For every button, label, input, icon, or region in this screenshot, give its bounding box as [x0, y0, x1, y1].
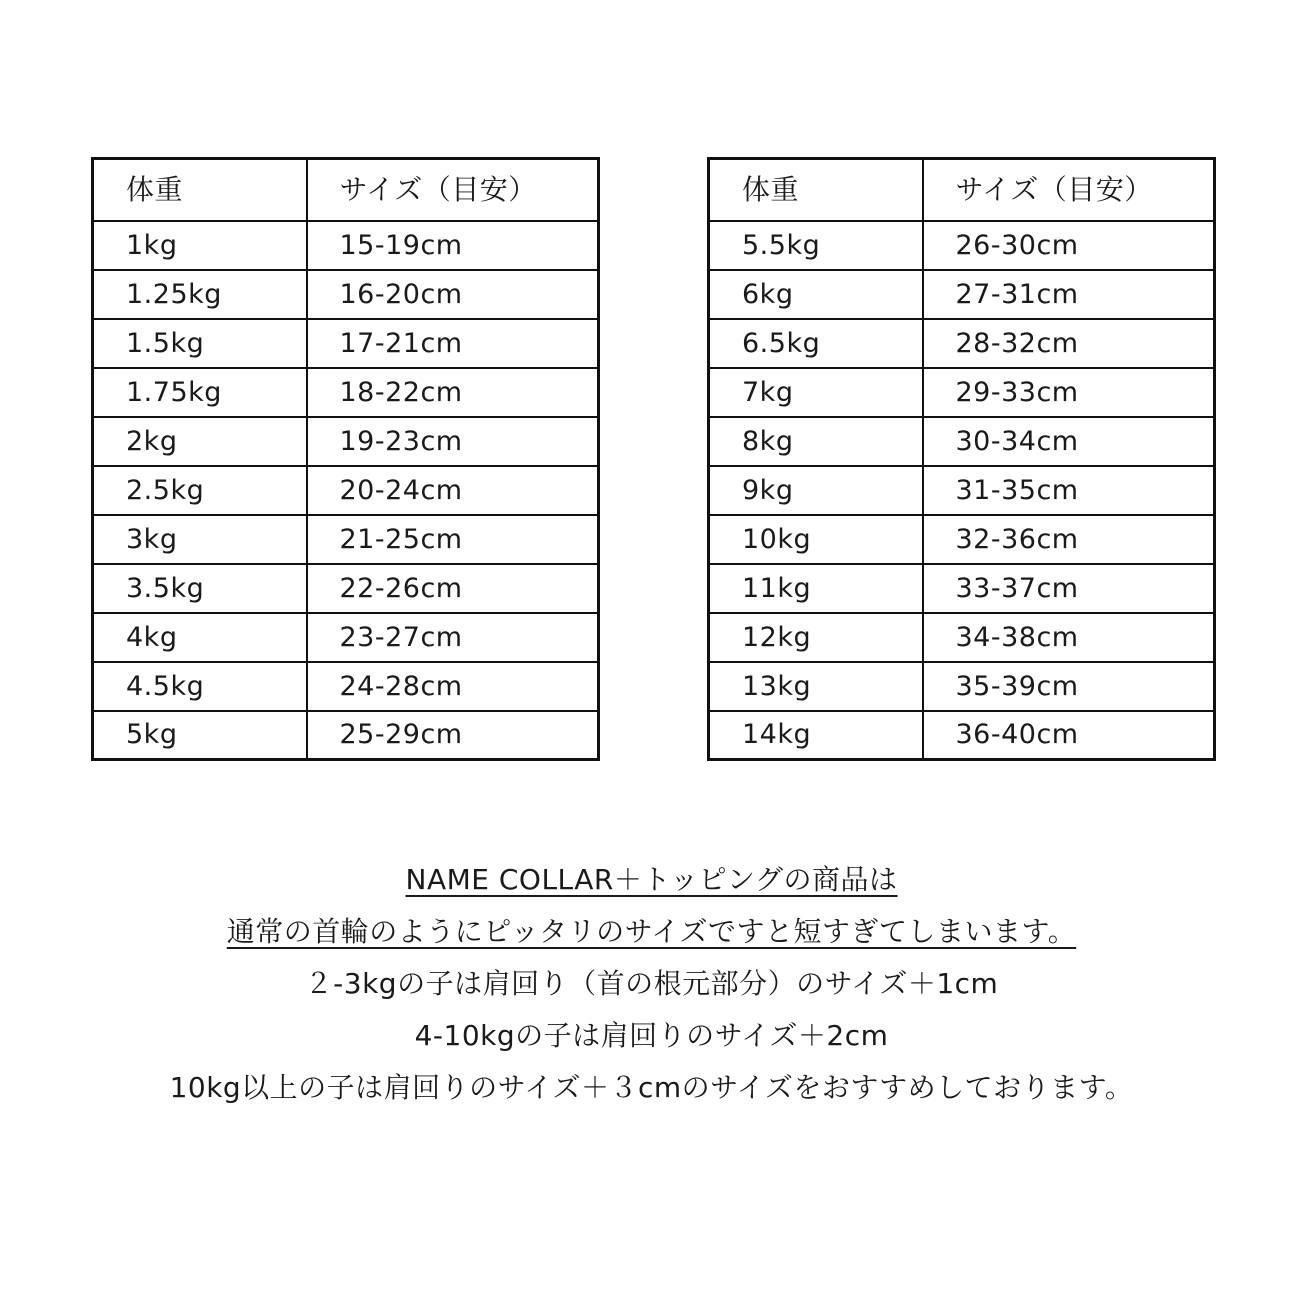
- size-cell: 21-25cm: [307, 515, 599, 564]
- table-row: [93, 662, 599, 711]
- weight-cell: 14kg: [709, 711, 923, 760]
- table-header-row: [709, 159, 1215, 221]
- table-row: [709, 515, 1215, 564]
- size-cell: 23-27cm: [307, 613, 599, 662]
- note-text: 4-10kgの子は肩回りのサイズ＋2cm: [414, 1019, 889, 1052]
- size-cell: 36-40cm: [923, 711, 1215, 760]
- size-cell: 16-20cm: [307, 270, 599, 319]
- weight-cell: 10kg: [709, 515, 923, 564]
- weight-cell: 1kg: [93, 221, 307, 270]
- weight-cell: 4.5kg: [93, 662, 307, 711]
- table-row: [93, 319, 599, 368]
- weight-cell: 5.5kg: [709, 221, 923, 270]
- table-row: [93, 515, 599, 564]
- size-cell: 32-36cm: [923, 515, 1215, 564]
- note-line-2: [0, 906, 1303, 958]
- table-row: [709, 711, 1215, 760]
- weight-cell: 9kg: [709, 466, 923, 515]
- table-row: [709, 466, 1215, 515]
- table-row: [93, 417, 599, 466]
- table-row: [93, 221, 599, 270]
- size-cell: 28-32cm: [923, 319, 1215, 368]
- header-size: サイズ（目安）: [307, 159, 599, 221]
- size-cell: 17-21cm: [307, 319, 599, 368]
- size-table-right-body: [709, 159, 1215, 760]
- weight-cell: 11kg: [709, 564, 923, 613]
- size-table-left: [91, 157, 600, 761]
- size-cell: 27-31cm: [923, 270, 1215, 319]
- note-line-5: [0, 1062, 1303, 1114]
- weight-cell: 6.5kg: [709, 319, 923, 368]
- table-row: [709, 564, 1215, 613]
- weight-cell: 1.25kg: [93, 270, 307, 319]
- weight-cell: 5kg: [93, 711, 307, 760]
- size-cell: 24-28cm: [307, 662, 599, 711]
- size-cell: 15-19cm: [307, 221, 599, 270]
- weight-cell: 2kg: [93, 417, 307, 466]
- table-row: [709, 417, 1215, 466]
- header-size: サイズ（目安）: [923, 159, 1215, 221]
- weight-cell: 13kg: [709, 662, 923, 711]
- size-cell: 29-33cm: [923, 368, 1215, 417]
- table-row: [709, 221, 1215, 270]
- weight-cell: 1.5kg: [93, 319, 307, 368]
- weight-cell: 3kg: [93, 515, 307, 564]
- note-text: NAME COLLAR＋トッピングの商品は: [405, 863, 898, 896]
- size-cell: 25-29cm: [307, 711, 599, 760]
- table-row: [93, 711, 599, 760]
- table-row: [709, 368, 1215, 417]
- size-table-left-body: [93, 159, 599, 760]
- table-row: [93, 466, 599, 515]
- weight-cell: 8kg: [709, 417, 923, 466]
- size-cell: 18-22cm: [307, 368, 599, 417]
- note-text: ２-3kgの子は肩回り（首の根元部分）のサイズ＋1cm: [304, 967, 999, 1000]
- size-cell: 26-30cm: [923, 221, 1215, 270]
- weight-cell: 12kg: [709, 613, 923, 662]
- note-text: 通常の首輪のようにピッタリのサイズですと短すぎてしまいます。: [226, 915, 1077, 948]
- sizing-notes: [0, 854, 1303, 1114]
- header-weight: 体重: [93, 159, 307, 221]
- weight-cell: 4kg: [93, 613, 307, 662]
- note-line-3: [0, 958, 1303, 1010]
- table-header-row: [93, 159, 599, 221]
- weight-cell: 7kg: [709, 368, 923, 417]
- note-line-1: [0, 854, 1303, 906]
- size-cell: 22-26cm: [307, 564, 599, 613]
- size-cell: 34-38cm: [923, 613, 1215, 662]
- table-row: [93, 270, 599, 319]
- header-weight: 体重: [709, 159, 923, 221]
- table-row: [709, 270, 1215, 319]
- table-row: [93, 368, 599, 417]
- size-cell: 20-24cm: [307, 466, 599, 515]
- table-row: [709, 613, 1215, 662]
- size-cell: 19-23cm: [307, 417, 599, 466]
- note-text: 10kg以上の子は肩回りのサイズ＋３cmのサイズをおすすめしております。: [169, 1071, 1134, 1104]
- table-row: [709, 319, 1215, 368]
- table-row: [709, 662, 1215, 711]
- size-table-right: [707, 157, 1216, 761]
- size-cell: 30-34cm: [923, 417, 1215, 466]
- table-row: [93, 564, 599, 613]
- weight-cell: 1.75kg: [93, 368, 307, 417]
- table-row: [93, 613, 599, 662]
- weight-cell: 3.5kg: [93, 564, 307, 613]
- weight-cell: 6kg: [709, 270, 923, 319]
- size-cell: 35-39cm: [923, 662, 1215, 711]
- size-cell: 31-35cm: [923, 466, 1215, 515]
- weight-cell: 2.5kg: [93, 466, 307, 515]
- size-cell: 33-37cm: [923, 564, 1215, 613]
- note-line-4: [0, 1010, 1303, 1062]
